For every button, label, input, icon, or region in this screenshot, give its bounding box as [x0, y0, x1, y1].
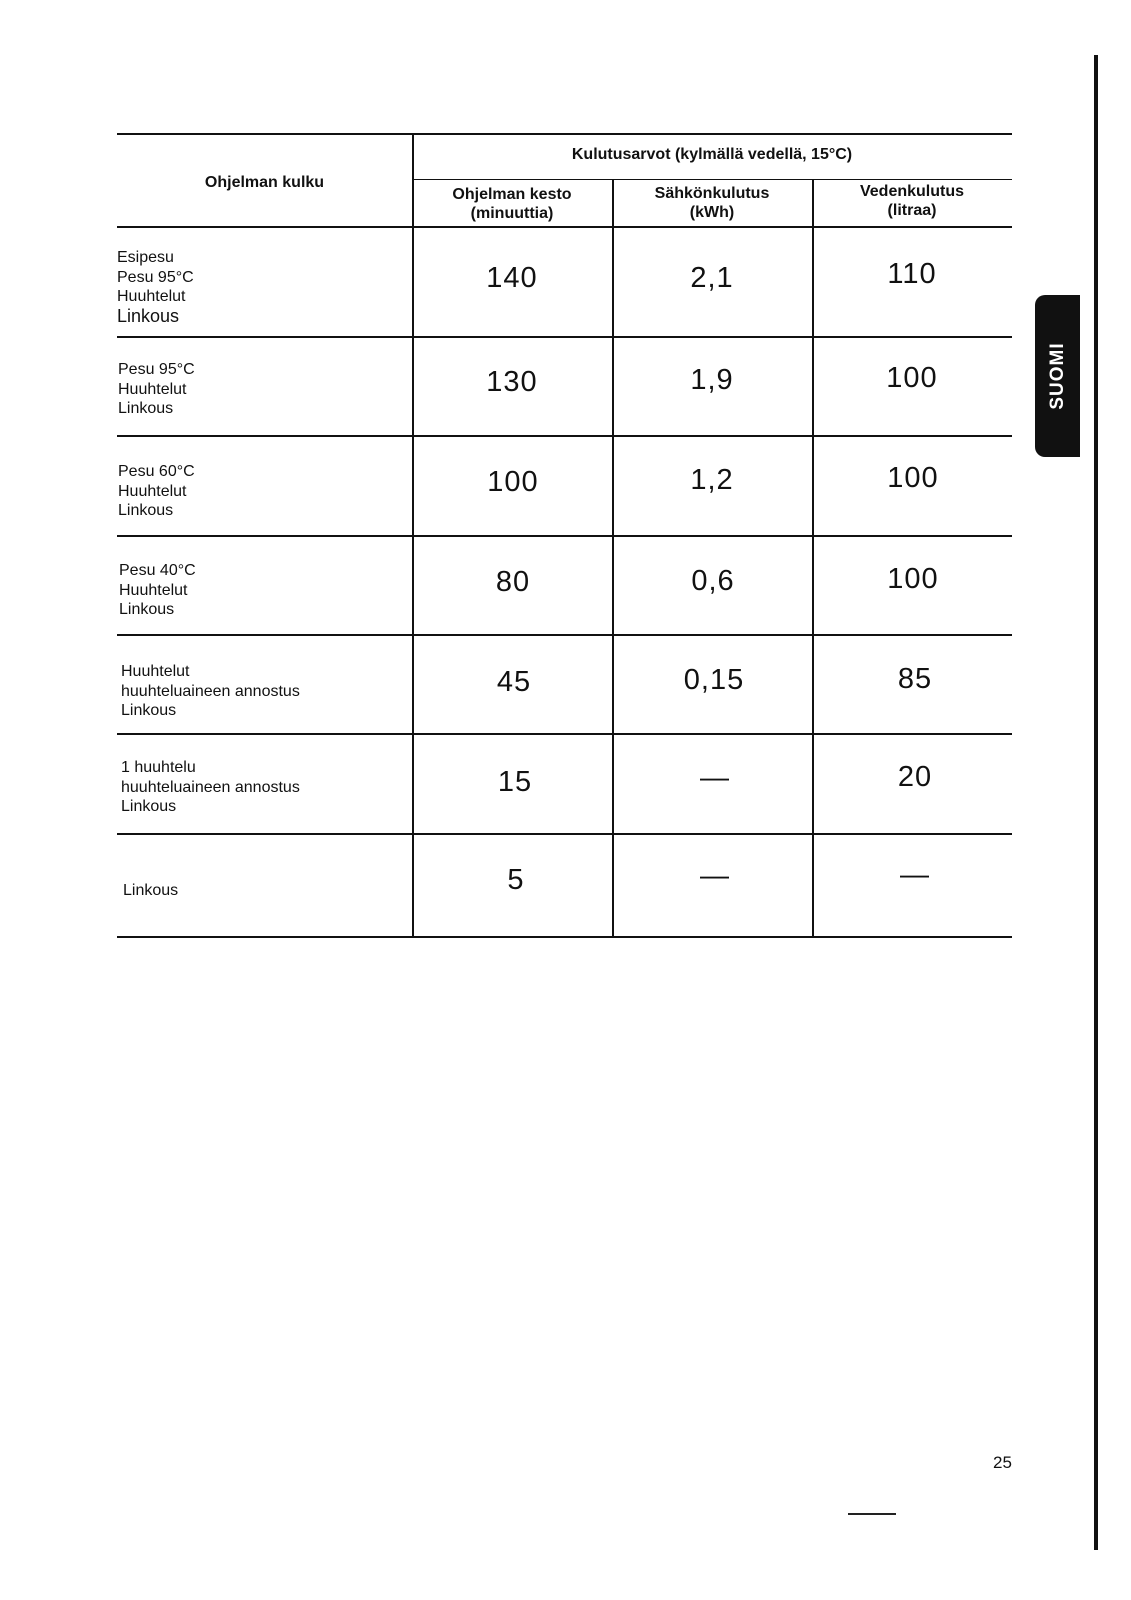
program-column-header: Ohjelman kulku	[204, 174, 325, 191]
row-5-water: 85	[897, 663, 933, 695]
row-1-electricity: 2,1	[690, 262, 734, 294]
step-label: Huuhtelut	[119, 581, 188, 599]
step-label: Linkous	[119, 601, 175, 618]
row-4-steps	[119, 561, 196, 620]
step-label: Linkous	[118, 400, 174, 417]
row-3-duration: 100	[487, 466, 539, 498]
step-label: Pesu 60°C	[118, 463, 195, 480]
row-2-water: 100	[886, 362, 938, 394]
step-label: Huuhtelut	[118, 482, 187, 500]
row-2-duration: 130	[486, 366, 538, 398]
table-bottom-rule	[117, 936, 1012, 938]
step-label: Huuhtelut	[121, 663, 190, 680]
row-6-electricity: —	[700, 762, 730, 794]
water-header: Vedenkulutus (litraa)	[859, 183, 965, 219]
row-rule-4	[117, 634, 1012, 636]
row-4-duration: 80	[495, 566, 531, 598]
row-rule-5	[117, 733, 1012, 735]
step-label: Linkous	[123, 882, 179, 899]
row-1-steps	[117, 248, 194, 326]
step-label: Pesu 40°C	[119, 562, 196, 579]
table-top-rule	[117, 133, 1012, 135]
row-3-water: 100	[887, 462, 939, 494]
row-3-electricity: 1,2	[690, 464, 734, 496]
step-label: Linkous	[117, 305, 180, 326]
row-5-steps	[121, 662, 300, 721]
step-label: Esipesu	[117, 249, 174, 266]
row-4-electricity: 0,6	[691, 565, 735, 597]
step-label: huuhteluaineen annostus	[121, 682, 300, 700]
language-tab-label: SUOMI	[1046, 342, 1068, 410]
step-label: Pesu 95°C	[118, 361, 195, 378]
row-7-electricity: —	[700, 860, 730, 892]
step-label: Huuhtelut	[118, 380, 187, 398]
row-6-duration: 15	[497, 766, 533, 798]
step-label: huuhteluaineen annostus	[121, 778, 300, 796]
step-label: 1 huuhtelu	[121, 759, 196, 776]
consumption-group-header: Kulutusarvot (kylmällä vedellä, 15°C)	[571, 146, 853, 163]
row-1-duration: 140	[486, 262, 538, 294]
row-6-water: 20	[897, 761, 933, 793]
row-7-steps	[123, 881, 178, 901]
step-label: Pesu 95°C	[117, 268, 194, 286]
row-5-duration: 45	[496, 666, 532, 698]
duration-header: Ohjelman kesto (minuuttia)	[452, 186, 572, 222]
column-divider-3	[812, 179, 814, 938]
header-sub-rule	[412, 179, 1012, 180]
row-5-electricity: 0,15	[683, 664, 745, 696]
row-7-duration: 5	[507, 864, 525, 896]
step-label: Huuhtelut	[117, 288, 186, 305]
page-edge-bar	[1094, 55, 1098, 1550]
column-divider-2	[612, 179, 614, 938]
row-rule-6	[117, 833, 1012, 835]
row-2-electricity: 1,9	[690, 364, 734, 396]
electricity-header: Sähkönkulutus (kWh)	[654, 185, 770, 221]
row-6-steps	[121, 758, 300, 817]
row-7-water: —	[900, 859, 930, 891]
row-2-steps	[118, 360, 195, 419]
row-rule-1	[117, 336, 1012, 338]
row-4-water: 100	[887, 563, 939, 595]
footer-rule	[848, 1513, 896, 1515]
row-1-water: 110	[887, 258, 937, 290]
row-rule-3	[117, 535, 1012, 537]
language-tab	[1035, 295, 1080, 457]
step-label: Linkous	[118, 502, 174, 519]
page-number: 25	[993, 1453, 1012, 1472]
header-bottom-rule	[117, 226, 1012, 228]
step-label: Linkous	[121, 798, 177, 815]
row-rule-2	[117, 435, 1012, 437]
step-label: Linkous	[121, 702, 177, 719]
row-3-steps	[118, 462, 195, 521]
